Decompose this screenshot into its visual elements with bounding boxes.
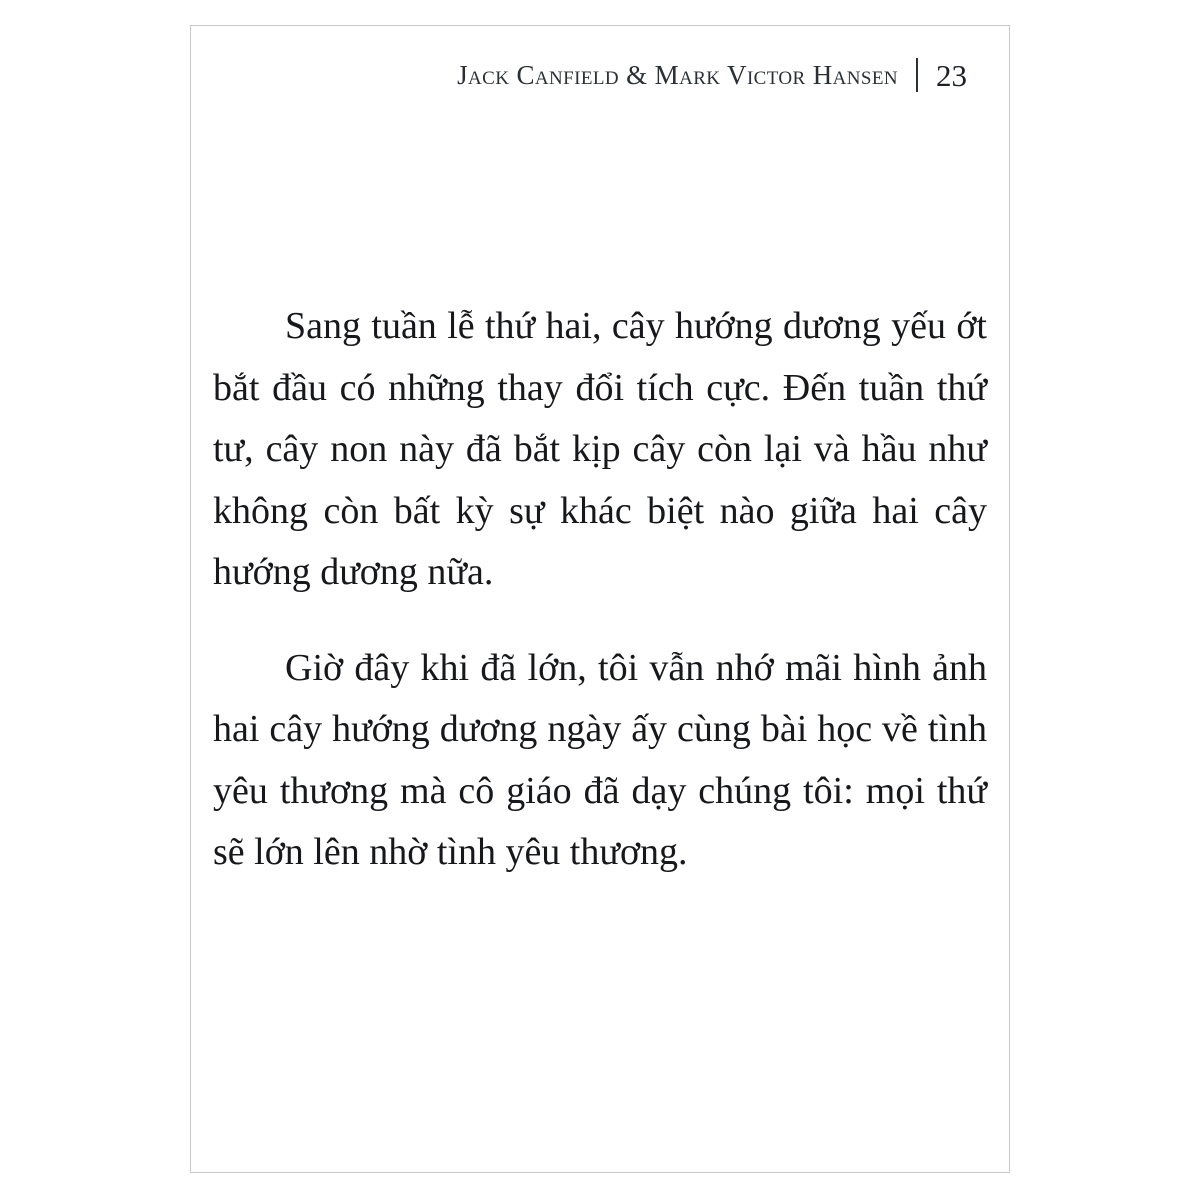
book-page [190,25,1010,1173]
running-head-divider [916,58,918,92]
page-number: 23 [936,57,967,93]
paragraph: Giờ đây khi đã lớn, tôi vẫn nhớ mãi hình ảnh hai cây hướng dương ngày ấy cùng bài học về tình yêu thương mà cô giáo đã dạy chúng tôi: mọi thứ sẽ lớn lên nhờ tình yêu thương. [213,646,987,874]
body-text [213,296,987,884]
paragraph: Sang tuần lễ thứ hai, cây hướng dương yếu ớt bắt đầu có những thay đổi tích cực. Đến tuần thứ tư, cây non này đã bắt kịp cây còn lại và hầu như không còn bất kỳ sự khác biệt nào giữa hai cây hướng dương nữa. [213,305,987,594]
running-head-authors: Jack Canfield & Mark Victor Hansen [457,59,898,90]
running-head [457,58,967,92]
